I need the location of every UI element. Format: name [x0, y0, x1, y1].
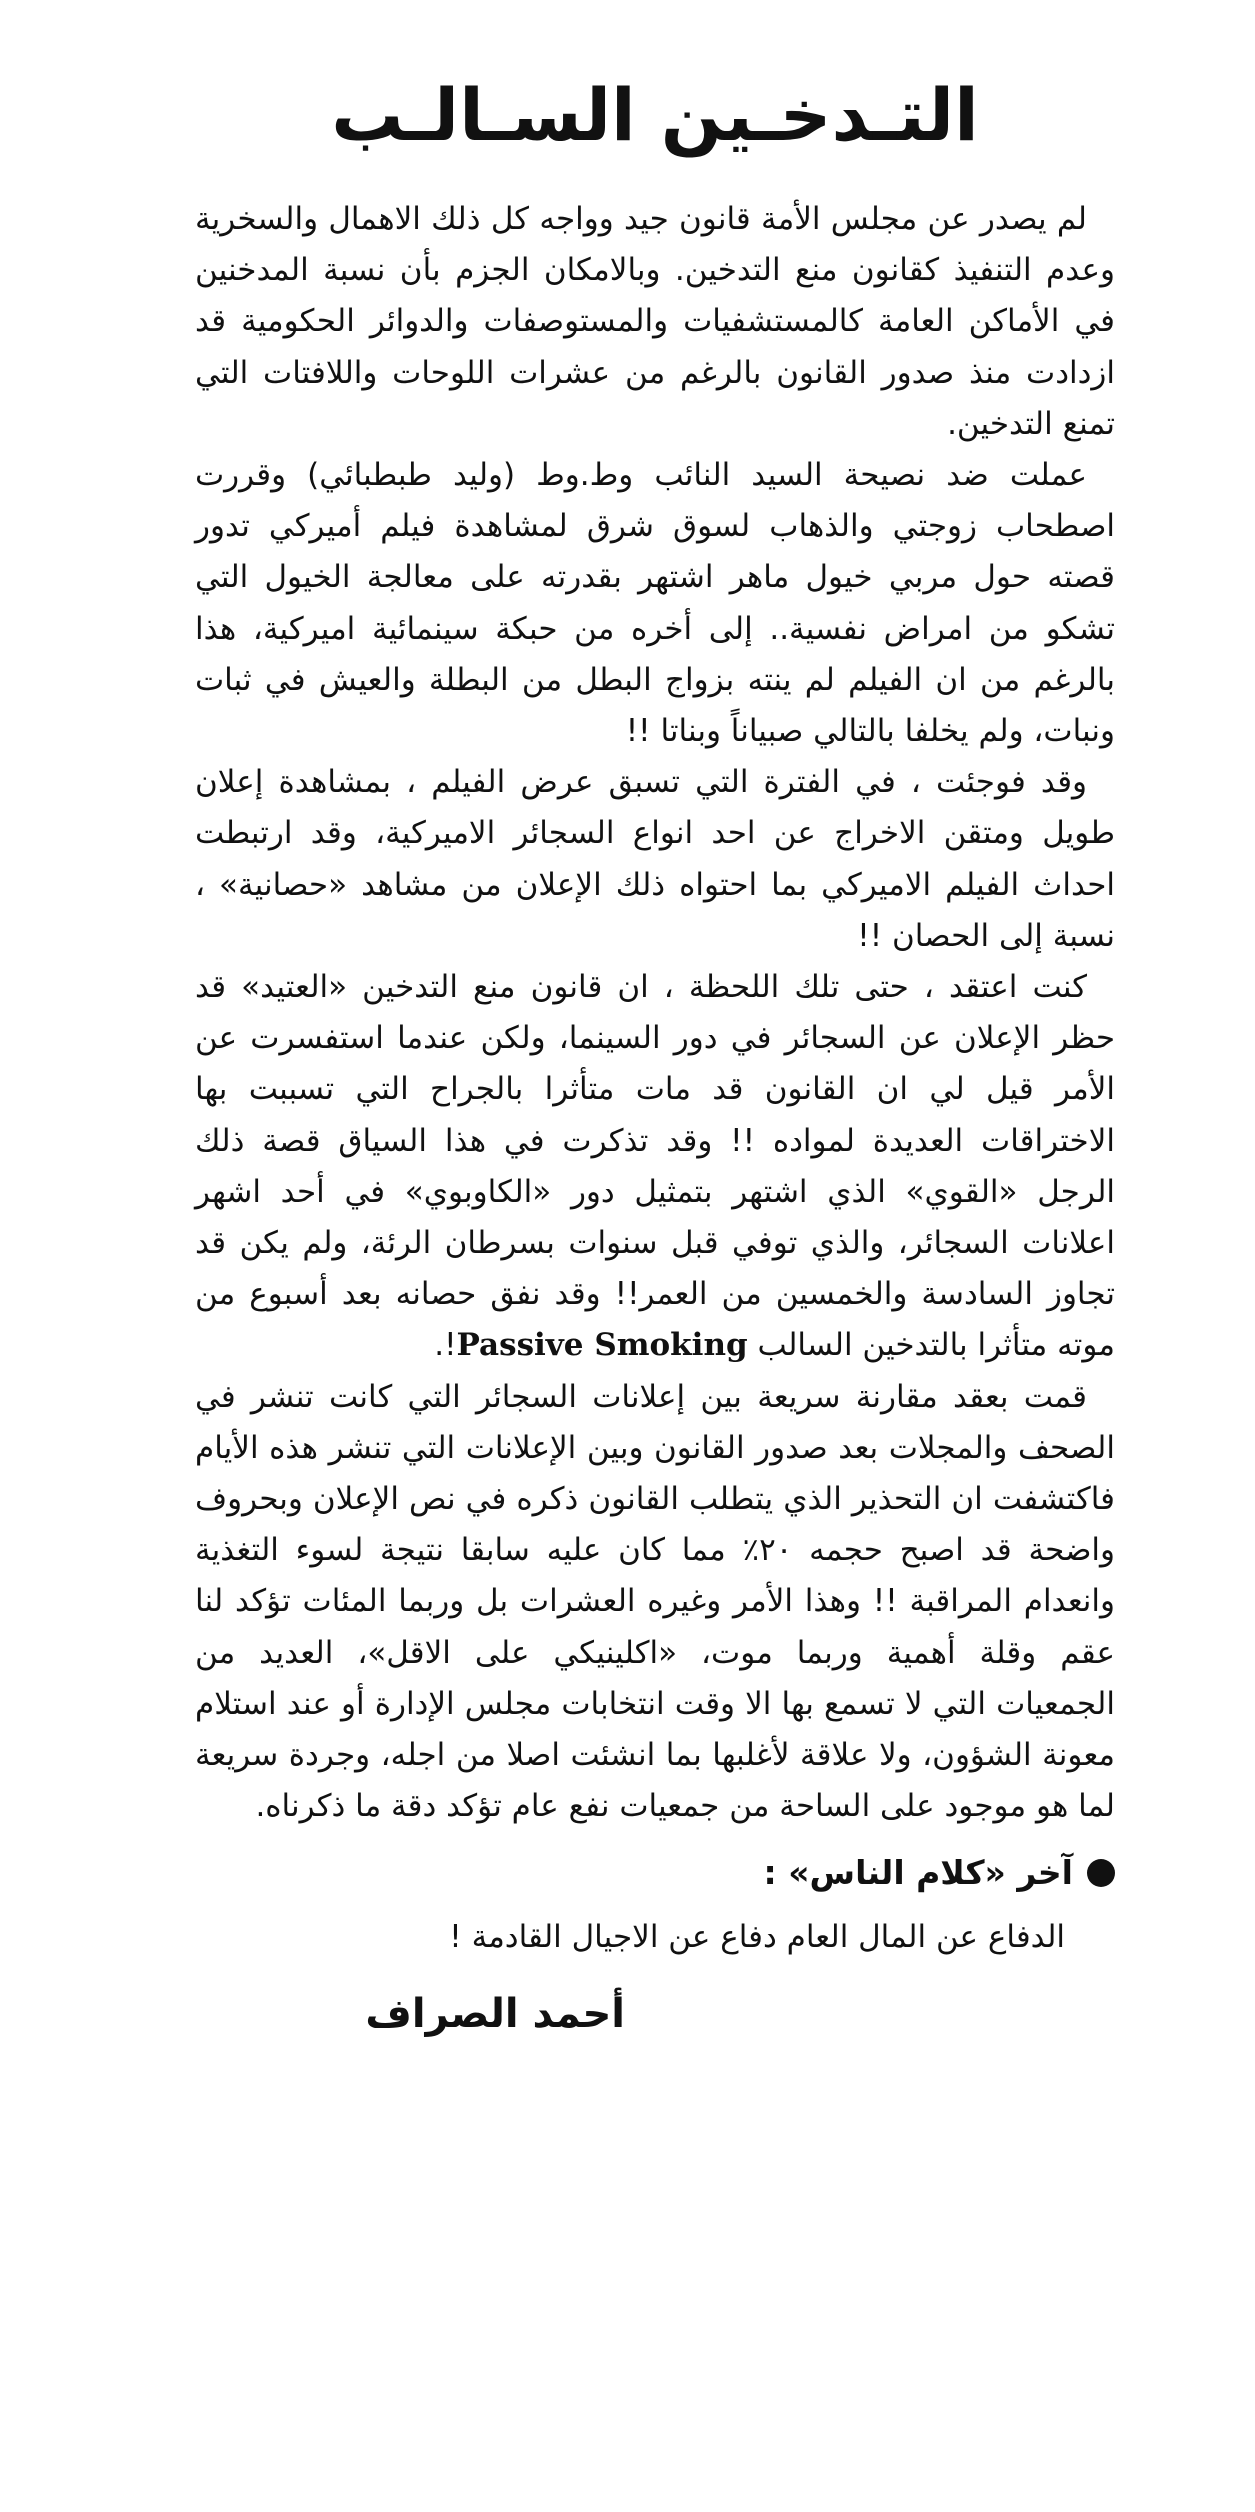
author-name: أحمد الصراف [365, 1990, 625, 2037]
article-title: التـدخـين السـالـب [331, 73, 979, 157]
paragraph-2: عملت ضد نصيحة السيد النائب وط.وط (وليد طبطبائي) وقررت اصطحاب زوجتي والذهاب لسوق شرق لمشاهدة فيلم أميركي تدور قصته حول مربي خيول ماهر اشتهر بقدرته على معالجة الخيول التي تشكو من امراض نفسية.. إلى أخره من حبكة سينمائية اميركية، هذا بالرغم من ان الفيلم لم ينته بزواج البطل من البطلة والعيش في ثبات ونبات، ولم يخلفا بالتالي صبياناً وبناتا !! [195, 457, 1115, 750]
paragraph-4 [195, 962, 1115, 1372]
english-term-suffix: !. [434, 1327, 457, 1364]
paragraph-1: لم يصدر عن مجلس الأمة قانون جيد وواجه كل ذلك الاهمال والسخرية وعدم التنفيذ كقانون منع التدخين. وبالامكان الجزم بأن نسبة المدخنين في الأماكن العامة كالمستشفيات والمستوصفات والدوائر الحكومية قد ازدادت منذ صدور القانون بالرغم من عشرات اللوحات واللافتات التي تمنع التدخين. [195, 201, 1115, 442]
paragraph-5: قمت بعقد مقارنة سريعة بين إعلانات السجائر التي كانت تنشر في الصحف والمجلات بعد صدور القانون وبين الإعلانات التي تنشر هذه الأيام فاكتشفت ان التحذير الذي يتطلب القانون ذكره في نص الإعلان وبحروف واضحة قد اصبح حجمه ٢٠٪ مما كان عليه سابقا نتيجة لسوء التغذية وانعدام المراقبة !! وهذا الأمر وغيره العشرات بل وربما المئات تؤكد لنا عقم وقلة أهمية وربما موت، «اكلينيكي على الاقل»، العديد من الجمعيات التي لا تسمع بها الا وقت انتخابات مجلس الإدارة أو عند استلام معونة الشؤون، ولا علاقة لأغلبها بما انشئت اصلا من اجله، وجردة سريعة لما هو موجود على الساحة من جمعيات نفع عام تؤكد دقة ما ذكرناه. [195, 1378, 1116, 1825]
bullet-icon [1087, 1859, 1115, 1887]
article [195, 70, 1115, 2049]
english-term: Passive Smoking [456, 1327, 748, 1364]
closing-text: الدفاع عن المال العام دفاع عن الاجيال القادمة ! [449, 1918, 1065, 1955]
paragraph-4-text: كنت اعتقد ، حتى تلك اللحظة ، ان قانون منع التدخين «العتيد» قد حظر الإعلان عن السجائر في دور السينما، ولكن عندما استفسرت عن الأمر قيل لي ان القانون قد مات متأثرا بالجراح التي تسببت بها الاختراقات العديدة لمواده !! وقد تذكرت في هذا السياق قصة ذلك الرجل «القوي» الذي اشتهر بتمثيل دور «الكاوبوي» في أحد اشهر اعلانات السجائر، والذي توفي قبل سنوات بسرطان الرئة، ولم يكن قد تجاوز السادسة والخمسين من العمر!! وقد نفق حصانه بعد أسبوع من موته متأثرا بالتدخين السالب [195, 969, 1115, 1364]
paragraph-3: وقد فوجئت ، في الفترة التي تسبق عرض الفيلم ، بمشاهدة إعلان طويل ومتقن الاخراج عن احد انواع السجائر الاميركية، وقد ارتبطت احداث الفيلم الاميركي بما احتواه ذلك الإعلان من مشاهد «حصانية» ، نسبة إلى الحصان !! [195, 764, 1115, 954]
closing-heading [195, 1843, 1115, 1903]
closing-heading-text: آخر «كلام الناس» : [763, 1852, 1073, 1892]
closing-section [195, 1843, 1115, 1965]
